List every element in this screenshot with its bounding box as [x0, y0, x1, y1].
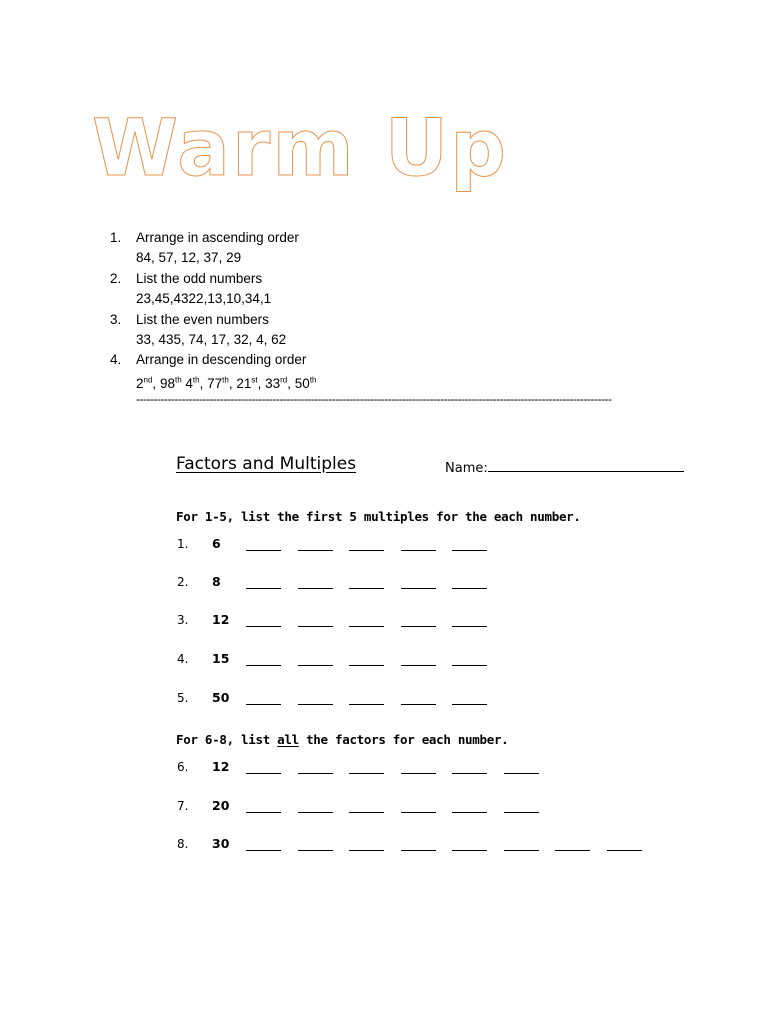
problem-value: 20: [212, 798, 230, 813]
warm-up-question: [110, 350, 316, 394]
ordinal-separator: ,: [199, 376, 208, 392]
ordinal-number: [207, 376, 236, 391]
question-text: Arrange in ascending order: [136, 230, 299, 245]
ordinal-number: [136, 376, 160, 391]
ordinal-number: [295, 376, 317, 391]
problem-number: 1.: [177, 537, 189, 551]
problem-value: 50: [212, 690, 230, 705]
ordinal-number: [160, 376, 185, 391]
answer-blank[interactable]: [246, 653, 281, 666]
ordinal-separator: ,: [228, 376, 237, 392]
question-number: 1.: [110, 230, 122, 245]
question-number: 2.: [110, 270, 122, 286]
answer-blank[interactable]: [452, 653, 487, 666]
question-detail: 23,45,4322,13,10,34,1: [136, 291, 272, 307]
name-field[interactable]: [445, 459, 684, 476]
answer-blank[interactable]: [349, 614, 384, 627]
problem-row: [177, 574, 504, 589]
question-detail: 33, 435, 74, 17, 32, 4, 62: [136, 332, 287, 348]
answer-blank[interactable]: [246, 838, 281, 851]
name-label: Name:: [445, 461, 488, 476]
answer-blank[interactable]: [401, 838, 436, 851]
answer-blank[interactable]: [298, 692, 333, 705]
answer-blank[interactable]: [504, 761, 539, 774]
answer-blank[interactable]: [452, 761, 487, 774]
problem-value: 12: [212, 759, 230, 774]
ordinal-suffix: st: [251, 375, 258, 385]
answer-blank[interactable]: [349, 838, 384, 851]
problem-number: 6.: [177, 760, 189, 774]
answer-blank[interactable]: [298, 761, 333, 774]
answer-blank[interactable]: [298, 576, 333, 589]
answer-blank[interactable]: [504, 800, 539, 813]
ordinal-separator: ,: [287, 376, 295, 392]
problem-value: 8: [212, 574, 221, 589]
ordinal-suffix: th: [192, 375, 200, 385]
problem-number: 8.: [177, 837, 189, 851]
problem-value: 15: [212, 651, 230, 666]
warm-up-question: [110, 228, 316, 269]
ordinal-separator: ,: [152, 376, 160, 392]
ordinal-separator: ,: [257, 376, 266, 392]
question-number: 4.: [110, 352, 122, 368]
question-text: List the odd numbers: [136, 270, 263, 286]
answer-blank[interactable]: [246, 692, 281, 705]
instruction-emphasis: all: [277, 732, 299, 747]
ordinal-value: 4: [185, 376, 193, 392]
question-number: 3.: [110, 311, 122, 327]
problem-row: [177, 798, 555, 813]
ordinal-suffix: rd: [280, 375, 288, 385]
instruction-text: the factors for each number.: [298, 732, 509, 747]
answer-blank[interactable]: [401, 653, 436, 666]
problem-number: 5.: [177, 691, 189, 705]
answer-blank[interactable]: [504, 838, 539, 851]
ordinal-value: 2: [136, 376, 144, 392]
ordinal-number: [265, 376, 295, 391]
answer-blank[interactable]: [246, 538, 281, 551]
answer-blank[interactable]: [246, 614, 281, 627]
problem-number: 7.: [177, 799, 189, 813]
ordinal-value: 98: [159, 376, 175, 392]
answer-blank[interactable]: [298, 838, 333, 851]
problem-value: 30: [212, 836, 230, 851]
answer-blank[interactable]: [246, 576, 281, 589]
answer-blank[interactable]: [401, 761, 436, 774]
question-detail: 84, 57, 12, 37, 29: [136, 250, 242, 266]
answer-blank[interactable]: [246, 761, 281, 774]
problem-value: 12: [212, 612, 230, 627]
problem-row: [177, 836, 658, 851]
ordinal-value: 21: [236, 376, 252, 392]
ordinal-value: 77: [207, 376, 223, 392]
warm-up-question: [110, 310, 316, 351]
ordinal-value: 50: [294, 376, 310, 392]
problem-number: 2.: [177, 575, 189, 589]
name-blank[interactable]: [488, 459, 684, 472]
warm-up-title: Warm Up: [92, 104, 508, 194]
ordinal-suffix: th: [222, 375, 229, 385]
answer-blank[interactable]: [452, 538, 487, 551]
answer-blank[interactable]: [349, 761, 384, 774]
answer-blank[interactable]: [349, 576, 384, 589]
answer-blank[interactable]: [555, 838, 590, 851]
answer-blank[interactable]: [349, 538, 384, 551]
ordinal-suffix: nd: [143, 375, 153, 385]
answer-blank[interactable]: [452, 576, 487, 589]
answer-blank[interactable]: [298, 538, 333, 551]
answer-blank[interactable]: [401, 538, 436, 551]
answer-blank[interactable]: [452, 614, 487, 627]
ordinal-value: 33: [265, 376, 281, 392]
problem-row: [177, 612, 504, 627]
answer-blank[interactable]: [298, 653, 333, 666]
answer-blank[interactable]: [401, 576, 436, 589]
problem-number: 4.: [177, 652, 189, 666]
ordinal-suffix: th: [174, 375, 182, 385]
question-text: Arrange in descending order: [136, 352, 307, 368]
answer-blank[interactable]: [401, 800, 436, 813]
answer-blank[interactable]: [401, 614, 436, 627]
problem-number: 3.: [177, 613, 189, 627]
instruction-text: For 6-8, list: [176, 732, 278, 747]
problem-row: [177, 690, 504, 705]
answer-blank[interactable]: [452, 692, 487, 705]
multiples-instruction: For 1-5, list the first 5 multiples for the each number.: [176, 509, 581, 524]
ordinal-suffix: th: [309, 375, 317, 385]
section-separator: ----------------------------------------------------------------------------------------------------------------------------------------: [136, 392, 612, 406]
answer-blank[interactable]: [452, 800, 487, 813]
answer-blank[interactable]: [401, 692, 436, 705]
problem-row: [177, 651, 504, 666]
answer-blank[interactable]: [607, 838, 642, 851]
answer-blank[interactable]: [452, 838, 487, 851]
worksheet-title: Factors and Multiples: [176, 454, 357, 474]
answer-blank[interactable]: [298, 800, 333, 813]
ordinal-number: [236, 376, 265, 391]
factors-instruction: [176, 732, 508, 747]
ordinal-number: [185, 376, 207, 391]
problem-row: [177, 536, 504, 551]
warm-up-question: [110, 269, 316, 310]
answer-blank[interactable]: [349, 692, 384, 705]
answer-blank[interactable]: [298, 614, 333, 627]
problem-value: 6: [212, 536, 221, 551]
answer-blank[interactable]: [349, 653, 384, 666]
question-text: List the even numbers: [136, 311, 269, 327]
answer-blank[interactable]: [246, 800, 281, 813]
problem-row: [177, 759, 555, 774]
warm-up-questions: [110, 228, 316, 395]
answer-blank[interactable]: [349, 800, 384, 813]
